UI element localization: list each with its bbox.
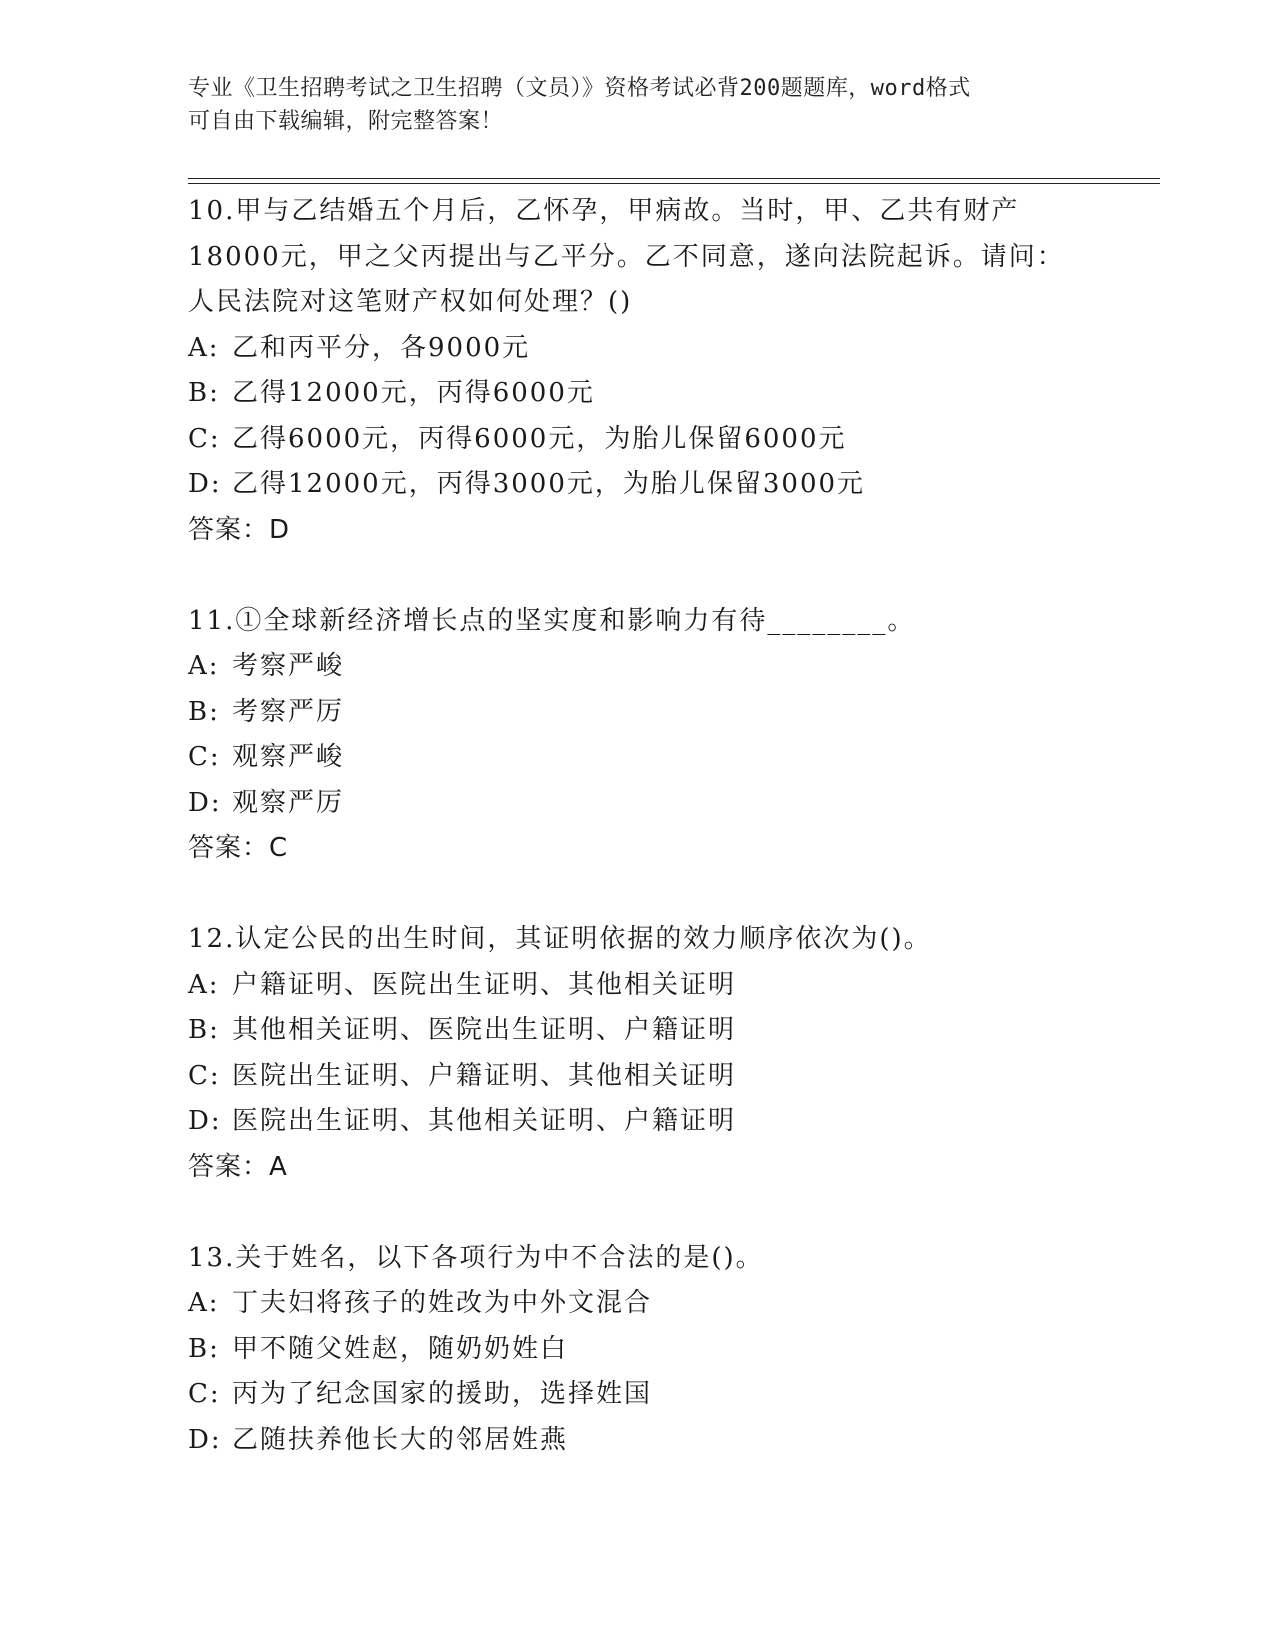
option-letter: D: (188, 1106, 222, 1136)
option-text: 乙和丙平分，各9000元 (232, 332, 531, 363)
option-b (188, 1008, 1088, 1054)
question-11 (188, 599, 1088, 872)
option-text: 户籍证明、医院出生证明、其他相关证明 (232, 969, 737, 1000)
option-text: 甲不随父姓赵，随奶奶姓白 (232, 1333, 569, 1364)
option-a (188, 326, 1088, 372)
header-line-1: 专业《卫生招聘考试之卫生招聘（文员）》资格考试必背200题题库，word格式 (188, 76, 971, 101)
option-d (188, 462, 1088, 508)
option-letter: C: (188, 742, 221, 772)
question-12 (188, 917, 1088, 1190)
option-d (188, 1099, 1088, 1145)
option-letter: B: (188, 696, 220, 727)
option-letter: D: (188, 787, 222, 818)
question-10 (188, 189, 1088, 553)
option-d (188, 1418, 1088, 1464)
option-text: 其他相关证明、医院出生证明、户籍证明 (232, 1015, 737, 1045)
option-text: 乙随扶养他长大的邻居姓燕 (232, 1424, 569, 1455)
option-letter: D: (188, 1424, 222, 1455)
option-letter: D: (188, 469, 222, 499)
option-text: 观察严厉 (232, 787, 345, 818)
option-d (188, 781, 1088, 827)
question-list (188, 189, 1088, 1463)
answer-line: 答案：A (188, 1151, 288, 1182)
question-text-line: 12.认定公民的出生时间，其证明依据的效力顺序依次为()。 (188, 924, 932, 954)
option-letter: A: (188, 332, 220, 363)
option-b (188, 371, 1088, 417)
option-text: 考察严厉 (232, 696, 345, 727)
option-letter: B: (188, 378, 220, 408)
document-header (188, 72, 1088, 138)
option-text: 乙得12000元，丙得6000元 (232, 378, 595, 408)
option-text: 丙为了纪念国家的援助，选择姓国 (232, 1379, 653, 1409)
option-c (188, 1372, 1088, 1418)
option-text: 乙得12000元，丙得3000元，为胎儿保留3000元 (232, 469, 866, 499)
option-b (188, 1327, 1088, 1373)
question-13 (188, 1236, 1088, 1464)
option-c (188, 735, 1088, 781)
question-spacer (188, 1190, 1088, 1236)
option-letter: A: (188, 1288, 220, 1318)
answer-line: 答案：C (188, 833, 289, 863)
option-text: 医院出生证明、其他相关证明、户籍证明 (232, 1106, 737, 1136)
option-letter: C: (188, 1060, 221, 1091)
option-c (188, 417, 1088, 463)
question-spacer (188, 872, 1088, 918)
question-text-line: 11.①全球新经济增长点的坚实度和影响力有待________。 (188, 605, 916, 636)
option-a (188, 644, 1088, 690)
question-spacer (188, 553, 1088, 599)
option-text: 乙得6000元，丙得6000元，为胎儿保留6000元 (232, 423, 847, 454)
header-line-2: 可自由下载编辑，附完整答案！ (188, 109, 504, 134)
option-letter: B: (188, 1015, 220, 1045)
option-c (188, 1054, 1088, 1100)
option-letter: A: (188, 969, 220, 1000)
question-text-line: 人民法院对这笔财产权如何处理？() (188, 287, 633, 317)
option-text: 考察严峻 (232, 651, 345, 681)
option-text: 医院出生证明、户籍证明、其他相关证明 (232, 1060, 737, 1091)
option-text: 丁夫妇将孩子的姓改为中外文混合 (232, 1288, 653, 1318)
question-text-line: 18000元，甲之父丙提出与乙平分。乙不同意，遂向法院起诉。请问： (188, 241, 1065, 272)
answer-line: 答案：D (188, 514, 291, 545)
option-b (188, 690, 1088, 736)
option-letter: C: (188, 423, 221, 454)
option-a (188, 1281, 1088, 1327)
option-letter: B: (188, 1333, 220, 1364)
option-letter: A: (188, 651, 220, 681)
option-a (188, 963, 1088, 1009)
question-text-line: 13.关于姓名，以下各项行为中不合法的是()。 (188, 1242, 764, 1273)
option-text: 观察严峻 (232, 742, 345, 772)
option-letter: C: (188, 1379, 221, 1409)
header-divider-top (188, 178, 1160, 179)
question-text-line: 10.甲与乙结婚五个月后，乙怀孕，甲病故。当时，甲、乙共有财产 (188, 196, 1020, 226)
header-divider-bottom (188, 183, 1160, 184)
